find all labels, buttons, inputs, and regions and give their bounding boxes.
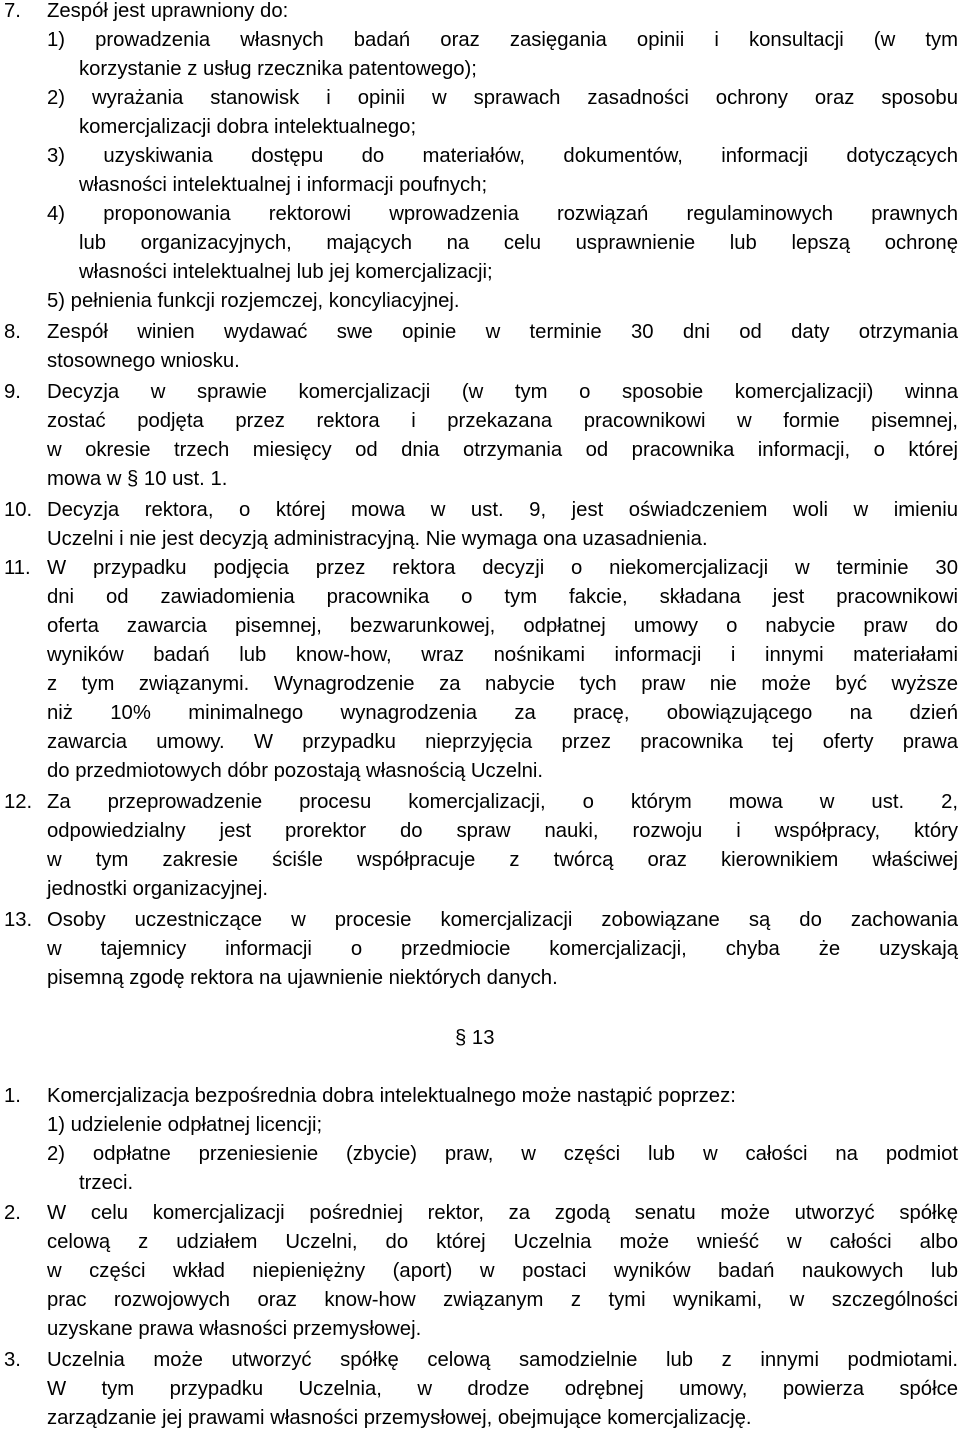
line-1: Zespół winien wydawać swe opinie w terminie 30 dni od daty otrzymania: [47, 321, 958, 343]
point-2-line-2: komercjalizacji dobra intelektualnego;: [79, 116, 417, 138]
point-2-line-2: trzeci.: [79, 1172, 134, 1194]
point-5-line-1: 5) pełnienia funkcji rozjemczej, koncyliacyjnej.: [47, 290, 460, 312]
paragraph-number: 11.: [4, 557, 31, 579]
line-2: Uczelni i nie jest decyzją administracyjną. Nie wymaga ona uzasadnienia.: [47, 528, 708, 550]
line-1: Osoby uczestniczące w procesie komercjalizacji zobowiązane są do zachowania: [47, 909, 958, 931]
point-1-line-1: 1) udzielenie odpłatnej licencji;: [47, 1114, 323, 1136]
line-1: W przypadku podjęcia przez rektora decyzji o niekomercjalizacji w terminie 30: [47, 557, 958, 579]
line-1: W celu komercjalizacji pośredniej rektor, za zgodą senatu może utworzyć spółkę: [47, 1202, 958, 1224]
line-2: stosownego wniosku.: [47, 350, 240, 372]
line-4: prac rozwojowych oraz know-how związanym z tymi wynikami, w szczególności: [47, 1289, 958, 1311]
point-4-line-2: lub organizacyjnych, mających na celu usprawnienie lub lepszą ochronę: [79, 232, 958, 254]
line-2: celową z udziałem Uczelni, do której Uczelnia może wnieść w całości albo: [47, 1231, 958, 1253]
paragraph-number: 8.: [4, 321, 21, 343]
line-3: oferta zawarcia pisemnej, bezwarunkowej, odpłatnej umowy o nabycie praw do: [47, 615, 958, 637]
line-6: niż 10% minimalnego wynagrodzenia za pracę, obowiązującego na dzień: [47, 702, 958, 724]
line-3: zarządzanie jej prawami własności przemysłowej, obejmujące komercjalizację.: [47, 1407, 752, 1429]
line-1: Decyzja rektora, o której mowa w ust. 9, jest oświadczeniem woli w imieniu: [47, 499, 958, 521]
line-1: Uczelnia może utworzyć spółkę celową samodzielnie lub z innymi podmiotami.: [47, 1349, 958, 1371]
paragraph-9: [4, 378, 958, 494]
line-2: dni od zawiadomienia pracownika o tym fakcie, składana jest pracownikowi: [47, 586, 958, 608]
line-2: zostać podjęta przez rektora i przekazana pracownikowi w formie pisemnej,: [47, 410, 958, 432]
paragraph-number: 2.: [4, 1202, 21, 1224]
line-2: odpowiedzialny jest prorektor do spraw nauki, rozwoju i współpracy, który: [47, 820, 958, 842]
line-4: mowa w § 10 ust. 1.: [47, 468, 228, 490]
line-3: w okresie trzech miesięcy od dnia otrzymania od pracownika informacji, o której: [47, 439, 958, 461]
point-2-line-1: 2) wyrażania stanowisk i opinii w sprawach zasadności ochrony oraz sposobu: [47, 87, 958, 109]
paragraph-13: [4, 906, 958, 993]
paragraph-lead: Zespół jest uprawniony do:: [47, 0, 289, 22]
paragraph-number: 13.: [4, 909, 33, 931]
section-heading: § 13: [455, 1027, 495, 1049]
line-2: W tym przypadku Uczelnia, w drodze odrębnej umowy, powierza spółce: [47, 1378, 958, 1400]
paragraph-number: 9.: [4, 381, 21, 403]
section13-paragraph-1: [4, 1082, 958, 1198]
point-3-line-2: własności intelektualnej i informacji poufnych;: [79, 174, 488, 196]
line-3: w tym zakresie ściśle współpracuje z twórcą oraz kierownikiem właściwej: [47, 849, 958, 871]
paragraph-number: 10.: [4, 499, 33, 521]
line-8: do przedmiotowych dóbr pozostają własnością Uczelni.: [47, 760, 544, 782]
point-4-line-3: własności intelektualnej lub jej komercjalizacji;: [79, 261, 493, 283]
paragraph-number: 7.: [4, 0, 21, 22]
point-4-line-1: 4) proponowania rektorowi wprowadzenia rozwiązań regulaminowych prawnych: [47, 203, 958, 225]
line-4: wyników badań lub know-how, wraz nośnikami informacji i innymi materiałami: [47, 644, 958, 666]
line-7: zawarcia umowy. W przypadku nieprzyjęcia przez pracownika tej oferty prawa: [47, 731, 958, 753]
paragraph-7: [4, 0, 958, 316]
line-1: Decyzja w sprawie komercjalizacji (w tym o sposobie komercjalizacji) winna: [47, 381, 958, 403]
paragraph-12: [4, 788, 958, 904]
line-5: uzyskane prawa własności przemysłowej.: [47, 1318, 422, 1340]
line-2: w tajemnicy informacji o przedmiocie komercjalizacji, chyba że uzyskają: [47, 938, 958, 960]
paragraph-number: 1.: [4, 1085, 21, 1107]
line-3: w części wkład niepieniężny (aport) w postaci wyników badań naukowych lub: [47, 1260, 958, 1282]
paragraph-8: [4, 318, 958, 376]
paragraph-number: 3.: [4, 1349, 21, 1371]
paragraph-lead: Komercjalizacja bezpośrednia dobra intelektualnego może nastąpić poprzez:: [47, 1085, 736, 1107]
point-1-line-1: 1) prowadzenia własnych badań oraz zasięgania opinii i konsultacji (w tym: [47, 29, 958, 51]
section13-paragraph-2: [4, 1199, 958, 1344]
paragraph-11: [4, 554, 958, 786]
line-5: z tym związanymi. Wynagrodzenie za nabycie tych praw nie może być wyższe: [47, 673, 958, 695]
paragraph-number: 12.: [4, 791, 33, 813]
line-3: pisemną zgodę rektora na ujawnienie niektórych danych.: [47, 967, 558, 989]
paragraph-10: [4, 496, 958, 554]
point-1-line-2: korzystanie z usług rzecznika patentowego);: [79, 58, 477, 80]
point-3-line-1: 3) uzyskiwania dostępu do materiałów, dokumentów, informacji dotyczących: [47, 145, 958, 167]
line-4: jednostki organizacyjnej.: [47, 878, 268, 900]
point-2-line-1: 2) odpłatne przeniesienie (zbycie) praw, w części lub w całości na podmiot: [47, 1143, 958, 1165]
line-1: Za przeprowadzenie procesu komercjalizacji, o którym mowa w ust. 2,: [47, 791, 958, 813]
section13-paragraph-3: [4, 1346, 958, 1433]
